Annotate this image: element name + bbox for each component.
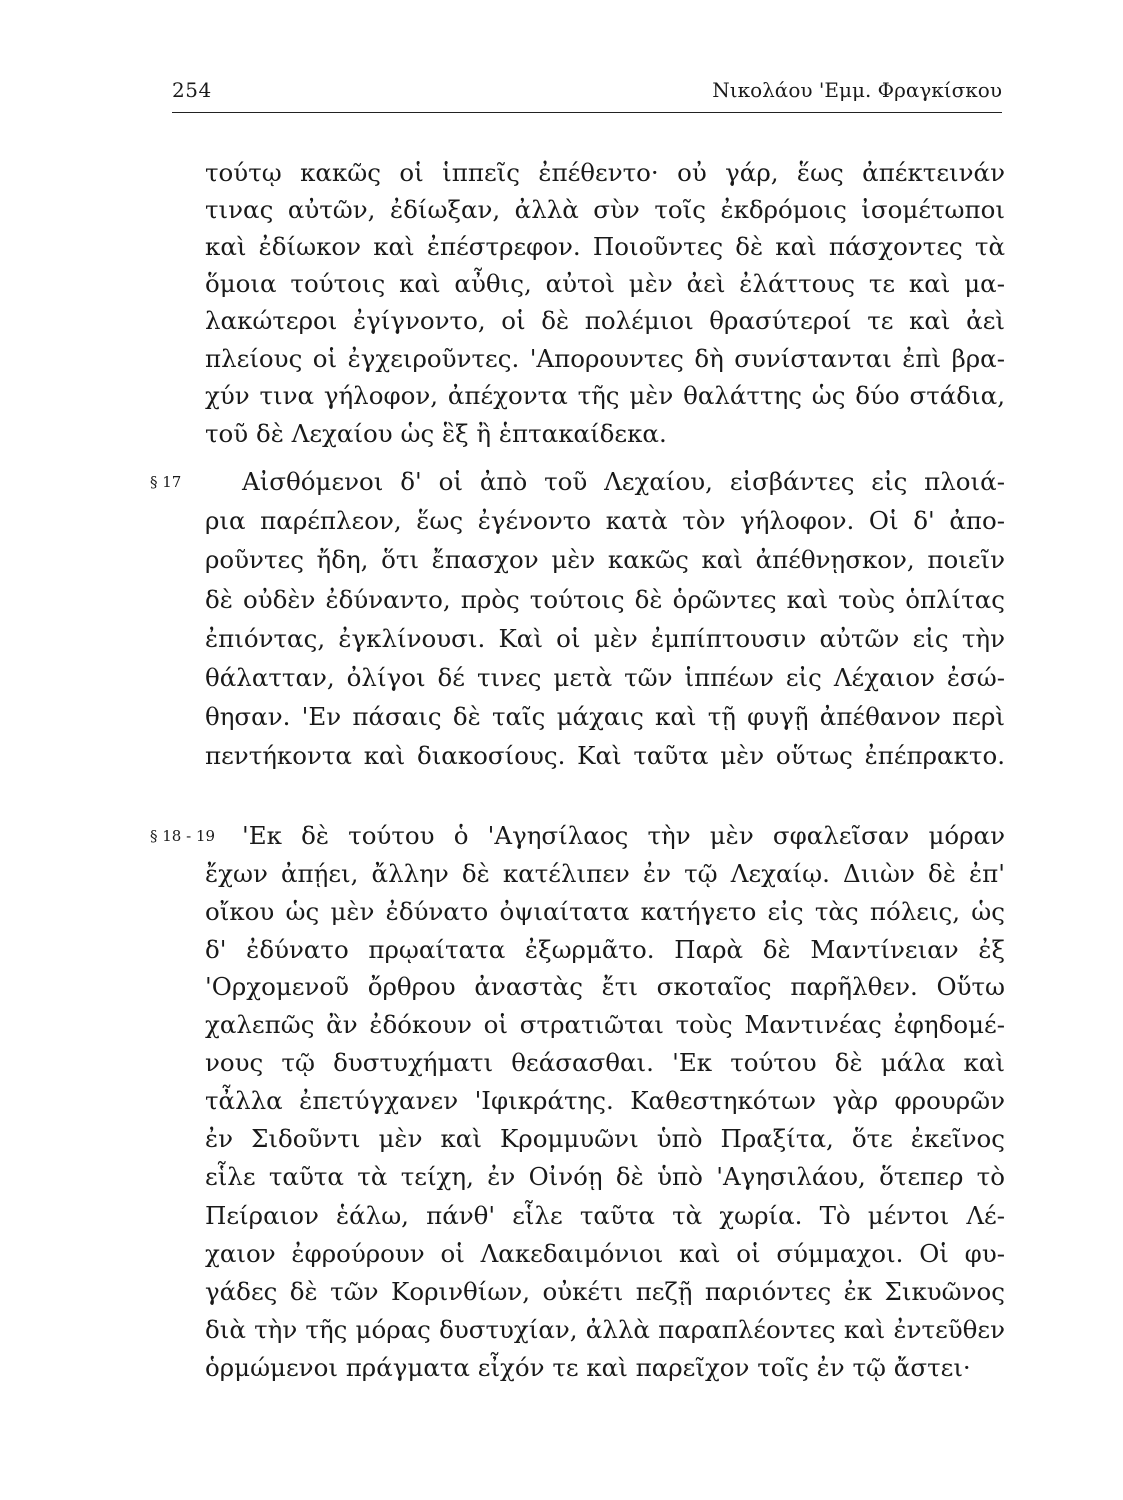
text-line: χαιον ἐφρούρουν οἱ Λακεδαιμόνιοι καὶ οἱ σύμμαχοι. Οἱ φυ-	[205, 1239, 1005, 1268]
text-line: ρια παρέπλεον, ἕως ἐγένοντο κατὰ τὸν γήλοφον. Οἱ δ' ἀπο-	[205, 506, 1005, 535]
text-line: Πείραιον ἑάλω, πάνθ' εἷλε ταῦτα τὰ χωρία. Τὸ μέντοι Λέ-	[205, 1201, 1005, 1230]
text-line: δ' ἐδύνατο πρῳαίτατα ἐξωρμᾶτο. Παρὰ δὲ Μαντίνειαν ἐξ	[205, 935, 1005, 964]
text-line: 'Ορχομενοῦ ὄρθρου ἀναστὰς ἔτι σκοταῖος παρῆλθεν. Οὕτω	[205, 972, 1005, 1001]
text-line: τοῦ δὲ Λεχαίου ὡς ἓξ ἢ ἑπτακαίδεκα.	[205, 419, 667, 448]
text-line: τἆλλα ἐπετύγχανεν 'Ιφικράτης. Καθεστηκότων γὰρ φρουρῶν	[205, 1086, 1005, 1115]
text-line: εἷλε ταῦτα τὰ τείχη, ἐν Οἰνόῃ δὲ ὑπὸ 'Αγησιλάου, ὅτεπερ τὸ	[205, 1162, 1005, 1191]
page-number: 254	[172, 78, 212, 102]
header-rule	[172, 112, 1002, 113]
text-line: διὰ τὴν τῆς μόρας δυστυχίαν, ἀλλὰ παραπλέοντες καὶ ἐντεῦθεν	[205, 1315, 1005, 1344]
running-head: Νικολάου 'Εμμ. Φραγκίσκου	[712, 78, 1002, 102]
text-line: 'Εκ δὲ τούτου ὁ 'Αγησίλαος τὴν μὲν σφαλεῖσαν μόραν	[242, 821, 1005, 850]
page-header	[172, 78, 1002, 108]
text-line: νους τῷ δυστυχήματι θεάσασθαι. 'Εκ τούτου δὲ μάλα καὶ	[205, 1048, 1005, 1077]
section-marker: § 17	[150, 473, 182, 491]
text-line: χαλεπῶς ἂν ἐδόκουν οἱ στρατιῶται τοὺς Μαντινέας ἐφηδομέ-	[205, 1010, 1005, 1039]
text-line: ὁρμώμενοι πράγματα εἶχόν τε καὶ παρεῖχον τοῖς ἐν τῷ ἄστει·	[205, 1353, 971, 1382]
text-line: πεντήκοντα καὶ διακοσίους. Καὶ ταῦτα μὲν οὕτως ἐπέπρακτο.	[205, 741, 1005, 770]
text-line: θάλατταν, ὀλίγοι δέ τινες μετὰ τῶν ἱππέων εἰς Λέχαιον ἐσώ-	[205, 663, 1005, 692]
text-line: ὅμοια τούτοις καὶ αὖθις, αὐτοὶ μὲν ἀεὶ ἐλάττους τε καὶ μα-	[205, 269, 1005, 298]
text-line: ἔχων ἀπῄει, ἄλλην δὲ κατέλιπεν ἐν τῷ Λεχαίῳ. Διιὼν δὲ ἐπ'	[205, 859, 1005, 888]
text-line: πλείους οἱ ἐγχειροῦντες. 'Απορουντες δὴ συνίστανται ἐπὶ βρα-	[205, 344, 1005, 373]
text-line: λακώτεροι ἐγίγνοντο, οἱ δὲ πολέμιοι θρασύτεροί τε καὶ ἀεὶ	[205, 306, 1005, 335]
text-line: ἐν Σιδοῦντι μὲν καὶ Κρομμυῶνι ὑπὸ Πραξίτα, ὅτε ἐκεῖνος	[205, 1124, 1005, 1153]
text-line: θησαν. 'Εν πάσαις δὲ ταῖς μάχαις καὶ τῇ φυγῇ ἀπέθανον περὶ	[205, 702, 1005, 731]
text-line: τινας αὐτῶν, ἐδίωξαν, ἀλλὰ σὺν τοῖς ἐκδρόμοις ἰσομέτωποι	[205, 195, 1005, 224]
section-marker: § 18 - 19	[150, 827, 216, 845]
text-line: ροῦντες ἤδη, ὅτι ἔπασχον μὲν κακῶς καὶ ἀπέθνῃσκον, ποιεῖν	[205, 545, 1005, 574]
text-line: δὲ οὐδὲν ἐδύναντο, πρὸς τούτοις δὲ ὁρῶντες καὶ τοὺς ὁπλίτας	[205, 585, 1005, 614]
text-line: Αἰσθόμενοι δ' οἱ ἀπὸ τοῦ Λεχαίου, εἰσβάντες εἰς πλοιά-	[242, 467, 1005, 496]
text-line: οἴκου ὡς μὲν ἐδύνατο ὀψιαίτατα κατήγετο εἰς τὰς πόλεις, ὡς	[205, 897, 1005, 926]
text-line: καὶ ἐδίωκον καὶ ἐπέστρεφον. Ποιοῦντες δὲ καὶ πάσχοντες τὰ	[205, 232, 1005, 261]
text-line: ἐπιόντας, ἐγκλίνουσι. Καὶ οἱ μὲν ἐμπίπτουσιν αὐτῶν εἰς τὴν	[205, 624, 1005, 653]
text-line: τούτῳ κακῶς οἱ ἱππεῖς ἐπέθεντο· οὐ γάρ, ἕως ἀπέκτεινάν	[205, 158, 1005, 187]
text-line: γάδες δὲ τῶν Κορινθίων, οὐκέτι πεζῇ παριόντες ἐκ Σικυῶνος	[205, 1277, 1005, 1306]
text-line: χύν τινα γήλοφον, ἀπέχοντα τῆς μὲν θαλάττης ὡς δύο στάδια,	[205, 381, 1005, 410]
